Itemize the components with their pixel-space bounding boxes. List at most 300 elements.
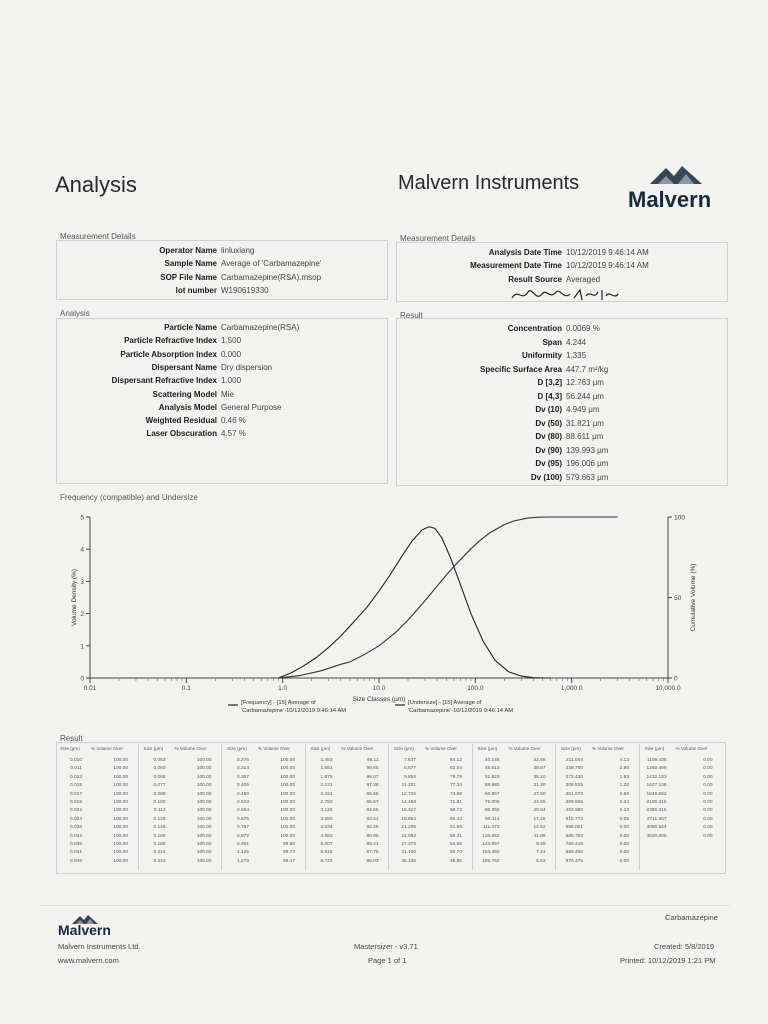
table-cell-size: 0.460: [236, 791, 249, 797]
table-cell-volume: 97.38: [366, 783, 379, 789]
table-cell-volume: 0.00: [703, 791, 713, 797]
table-cell-size: 163.490: [482, 850, 500, 856]
kv-value: Mie: [221, 389, 234, 399]
kv-key: Laser Obscuration: [146, 429, 217, 439]
table-cell-volume: 100.00: [196, 858, 212, 864]
y-left-tick-label: 0: [80, 675, 84, 683]
table-cell-volume: 27.60: [533, 791, 546, 797]
y-left-tick-label: 1: [80, 643, 84, 651]
table-cell-size: 399.555: [565, 800, 583, 805]
table-cell-volume: 0.00: [619, 842, 629, 847]
table-cell-size: 0.036: [69, 842, 82, 847]
footer-page-number: Page 1 of 1: [368, 956, 407, 965]
table-cell-size: 515.772: [565, 816, 583, 822]
table-cell-volume: 0.00: [703, 783, 713, 789]
table-cell-volume: 90.90: [366, 833, 379, 839]
table-column-divider: [639, 744, 640, 870]
kv-value: 447.7 m²/kg: [566, 364, 609, 374]
table-cell-volume: 98.65: [366, 766, 379, 772]
table-cell-volume: 84.12: [449, 758, 462, 763]
table-cell-size: 665.793: [565, 833, 583, 839]
kv-value: 139.993 μm: [566, 445, 609, 455]
table-cell-volume: 50.70: [449, 850, 462, 856]
table-header-size: Size (μm): [227, 746, 247, 751]
table-header-volume: % Volume Over: [174, 746, 207, 751]
table-cell-volume: 20.64: [533, 808, 546, 814]
table-cell-volume: 0.00: [703, 825, 713, 831]
table-cell-size: 1432.133: [646, 774, 667, 780]
footer-created: Created: 5/8/2019: [654, 942, 715, 951]
table-column-divider: [555, 744, 556, 870]
y2-axis-label: Cumulative Volume (%): [690, 563, 697, 632]
table-cell-volume: 100.00: [113, 783, 128, 789]
kv-value: 4.244: [566, 337, 587, 347]
legend-label: [Frequency] - [15] Average of: [241, 700, 316, 706]
table-cell-size: 3.125: [320, 808, 333, 814]
kv-key: Span: [542, 337, 562, 347]
table-cell-volume: 7.41: [536, 850, 546, 856]
table-cell-volume: 100.00: [280, 774, 295, 780]
undersize-series-line: [278, 517, 617, 678]
table-cell-size: 0.060: [153, 766, 166, 772]
table-cell-size: 0.146: [153, 825, 166, 831]
chart-section-label: Frequency (compatible) and Undersize: [60, 493, 198, 502]
table-cell-size: 0.188: [153, 842, 166, 847]
table-cell-volume: 0.00: [703, 766, 713, 772]
table-cell-volume: 0.00: [703, 758, 713, 763]
table-cell-volume: 46.80: [449, 858, 462, 864]
kv-key: Dv (100): [530, 472, 562, 482]
table-cell-volume: 58.31: [449, 833, 462, 839]
table-cell-volume: 54.55: [449, 842, 462, 847]
table-cell-volume: 4.13: [619, 758, 629, 763]
kv-value: 4.949 μm: [566, 405, 600, 414]
table-cell-size: 0.011: [70, 766, 82, 772]
table-cell-size: 2.421: [320, 791, 333, 797]
table-cell-volume: 98.07: [366, 774, 379, 780]
table-cell-size: 21.205: [401, 825, 416, 831]
table-column-divider: [305, 744, 306, 870]
kv-value: 1.000: [221, 376, 242, 386]
table-cell-volume: 0.00: [619, 833, 629, 839]
y-right-tick-label: 0: [674, 675, 678, 683]
table-header-volume: % Volume Over: [425, 746, 457, 751]
table-cell-volume: 100.00: [196, 842, 212, 847]
table-cell-size: 3080.544: [646, 825, 667, 831]
table-cell-size: 5.916: [320, 850, 333, 856]
table-cell-size: 4.583: [320, 833, 333, 839]
table-cell-volume: 100.00: [113, 774, 128, 780]
table-cell-size: 0.053: [153, 758, 166, 763]
table-cell-size: 0.128: [153, 816, 166, 822]
kv-key: Specific Surface Area: [480, 364, 562, 374]
table-cell-size: 86.355: [484, 808, 500, 814]
table-cell-size: 211.044: [566, 758, 583, 763]
table-cell-volume: 100.00: [280, 816, 295, 822]
table-cell-size: 0.046: [69, 858, 82, 864]
table-cell-size: 4.034: [320, 825, 333, 831]
table-cell-volume: 0.00: [619, 825, 629, 831]
table-cell-size: 11.201: [401, 783, 416, 789]
x-tick-label: 100.0: [467, 685, 484, 692]
table-cell-volume: 100.00: [196, 766, 212, 772]
table-cell-size: 27.373: [401, 842, 416, 847]
table-cell-volume: 100.00: [280, 791, 295, 797]
table-cell-size: 0.077: [153, 783, 166, 789]
table-cell-size: 185.752: [482, 858, 500, 864]
table-cell-size: 0.113: [153, 808, 166, 814]
table-cell-size: 12.726: [401, 791, 416, 797]
table-cell-size: 66.897: [484, 791, 500, 797]
kv-key: Sample Name: [164, 259, 217, 269]
table-cell-volume: 14.52: [533, 825, 546, 831]
kv-key: Weighted Residual: [145, 416, 217, 426]
table-cell-size: 111.473: [482, 825, 500, 831]
table-cell-volume: 0.68: [619, 791, 629, 797]
table-header-size: Size (μm): [477, 746, 498, 751]
table-cell-size: 126.652: [482, 833, 500, 839]
table-cell-size: 35.335: [401, 858, 416, 864]
table-cell-volume: 100.00: [196, 783, 212, 789]
table-cell-size: 1.125: [236, 850, 249, 856]
kv-value: 1.335: [566, 351, 587, 360]
table-cell-size: 6.722: [320, 858, 333, 864]
kv-value: 10/12/2019 9:46:14 AM: [566, 261, 649, 271]
table-cell-size: 0.357: [236, 774, 249, 780]
table-column-divider: [472, 744, 473, 870]
table-cell-size: 143.897: [482, 842, 500, 847]
table-cell-size: 5.207: [320, 842, 333, 847]
table-cell-size: 58.880: [484, 783, 500, 789]
table-cell-size: 31.100: [401, 850, 416, 856]
table-cell-volume: 77.34: [449, 783, 462, 789]
table-cell-size: 272.430: [565, 774, 583, 780]
table-cell-volume: 82.04: [449, 766, 462, 772]
table-cell-size: 40.146: [484, 758, 500, 763]
measurement-details-right-label: Measurement Details: [400, 234, 476, 243]
table-cell-volume: 100.00: [280, 800, 295, 805]
table-cell-volume: 100.00: [113, 766, 128, 772]
table-cell-size: 0.088: [153, 791, 166, 797]
table-cell-volume: 100.00: [196, 850, 212, 856]
kv-key: Measurement Date Time: [470, 261, 562, 271]
table-cell-volume: 35.10: [533, 774, 546, 780]
table-cell-size: 98.114: [485, 816, 500, 822]
kv-value: 56.244 μm: [566, 391, 604, 401]
footer-printed: Printed: 10/12/2019 1:21 PM: [620, 956, 716, 965]
table-cell-volume: 100.00: [280, 758, 295, 763]
kv-value: 1.500: [221, 336, 242, 346]
table-cell-volume: 100.00: [280, 825, 295, 831]
table-cell-size: 0.013: [69, 774, 82, 780]
x-tick-label: 10.0: [372, 685, 386, 692]
table-cell-volume: 0.34: [619, 800, 629, 805]
kv-value: 4.57 %: [221, 429, 246, 439]
table-cell-size: 0.594: [236, 808, 249, 814]
table-cell-volume: 86.03: [366, 858, 379, 864]
company-name: Malvern Instruments: [398, 172, 580, 194]
table-cell-size: 1.453: [320, 758, 333, 763]
kv-key: Analysis Model: [158, 402, 217, 412]
table-header-volume: % Volume Over: [675, 746, 708, 751]
table-cell-volume: 0.13: [619, 808, 629, 814]
table-header-volume: % Volume Over: [592, 746, 624, 751]
table-cell-volume: 100.00: [113, 858, 128, 864]
table-cell-volume: 100.00: [113, 758, 128, 763]
y-left-tick-label: 5: [80, 514, 84, 522]
table-cell-size: 9.858: [403, 774, 416, 780]
table-cell-size: 1848.692: [646, 791, 667, 797]
x-tick-label: 0.1: [181, 685, 191, 692]
table-header-volume: % Volume Over: [508, 746, 541, 751]
footer-software: Mastersizer - v3.71: [354, 942, 418, 951]
kv-value: linluxiang: [221, 246, 255, 255]
kv-key: D [3,2]: [537, 378, 562, 387]
kv-key: Dv (80): [535, 432, 562, 441]
table-cell-size: 0.214: [153, 850, 166, 856]
table-cell-volume: 100.00: [113, 791, 128, 797]
table-cell-size: 51.823: [484, 774, 500, 780]
table-cell-size: 2.131: [320, 783, 333, 789]
table-cell-size: 0.022: [69, 808, 82, 814]
table-cell-size: 3.550: [320, 816, 333, 822]
table-cell-volume: 100.00: [113, 808, 128, 814]
table-cell-size: 1627.136: [646, 783, 667, 789]
y-left-tick-label: 4: [80, 546, 84, 554]
table-cell-size: 0.243: [153, 858, 166, 864]
kv-key: Dispersant Name: [151, 362, 217, 372]
kv-value: W190619330: [221, 285, 269, 295]
table-cell-volume: 100.00: [196, 808, 212, 814]
kv-value: 31.821 μm: [566, 418, 604, 428]
table-cell-volume: 1.20: [619, 783, 629, 789]
table-cell-size: 0.314: [236, 766, 249, 772]
table-cell-size: 2386.415: [646, 808, 667, 814]
y-axis-label: Volume Density (%): [71, 568, 78, 627]
table-header-volume: % Volume Over: [91, 746, 123, 751]
kv-key: Dv (95): [535, 459, 562, 468]
table-cell-size: 1.279: [236, 858, 249, 864]
table-cell-volume: 9.49: [536, 842, 546, 847]
y-left-tick-label: 3: [80, 578, 84, 586]
kv-value: 88.611 μm: [566, 432, 604, 441]
table-cell-size: 586.001: [565, 825, 583, 831]
table-cell-volume: 24.06: [533, 800, 546, 805]
kv-key: Concentration: [507, 324, 562, 333]
table-cell-volume: 0.00: [619, 858, 629, 864]
table-cell-volume: 100.00: [113, 816, 128, 822]
table-header-size: Size (μm): [60, 746, 80, 751]
table-cell-size: 16.427: [401, 808, 416, 814]
table-cell-volume: 100.00: [280, 808, 295, 814]
table-cell-volume: 38.97: [533, 766, 546, 772]
table-cell-size: 0.068: [153, 774, 166, 780]
table-cell-volume: 65.43: [449, 816, 462, 822]
table-cell-volume: 0.00: [703, 774, 713, 780]
table-cell-volume: 100.00: [113, 850, 128, 856]
footer-company: Malvern Instruments Ltd.: [58, 942, 141, 951]
table-cell-volume: 89.41: [366, 842, 379, 847]
table-cell-volume: 100.00: [196, 800, 212, 805]
table-cell-size: 7.637: [403, 758, 416, 763]
table-cell-volume: 99.90: [282, 842, 295, 847]
result-summary-label: Result: [400, 311, 423, 320]
legend-label-line2: 'Carbamazepine'-10/12/2019 9:46:14 AM: [408, 708, 514, 714]
kv-key: Particle Name: [164, 323, 217, 332]
kv-key: SOP File Name: [160, 272, 217, 282]
table-cell-volume: 0.00: [703, 800, 713, 805]
y-left-tick-label: 2: [80, 611, 84, 619]
table-cell-size: 351.670: [565, 791, 583, 797]
table-column-divider: [388, 744, 389, 870]
table-cell-volume: 31.30: [533, 783, 546, 789]
logo-text: Malvern: [628, 187, 712, 212]
table-cell-size: 0.100: [153, 800, 166, 805]
kv-key: D [4,3]: [537, 391, 562, 401]
table-cell-size: 453.960: [565, 808, 583, 814]
kv-value: 0.000: [221, 349, 242, 359]
table-cell-size: 0.872: [236, 833, 249, 839]
table-cell-volume: 100.00: [280, 833, 295, 839]
kv-key: lot number: [175, 285, 217, 295]
kv-value: Carbamazepine(RSA).msop: [221, 272, 322, 282]
table-cell-size: 309.525: [565, 783, 583, 789]
table-cell-volume: 100.00: [196, 825, 212, 831]
analysis-label: Analysis: [60, 309, 90, 318]
x-axis-label: Size Classes (μm): [352, 696, 406, 703]
table-cell-size: 0.032: [69, 833, 82, 839]
table-cell-size: 0.523: [236, 800, 249, 805]
kv-key: Dv (50): [535, 418, 562, 428]
table-cell-volume: 100.00: [196, 758, 212, 763]
table-cell-volume: 93.51: [366, 816, 379, 822]
table-cell-volume: 100.00: [113, 800, 128, 805]
table-cell-size: 0.017: [69, 791, 82, 797]
frequency-series-line: [278, 527, 550, 678]
table-cell-size: 0.991: [236, 842, 249, 847]
kv-key: Dispersant Refractive Index: [111, 376, 217, 386]
table-cell-volume: 100.00: [113, 833, 128, 839]
table-cell-size: 2711.357: [646, 816, 667, 822]
table-cell-size: 1.875: [320, 774, 333, 780]
x-tick-label: 0.01: [83, 685, 97, 692]
table-cell-size: 0.028: [69, 825, 82, 831]
table-header-size: Size (μm): [561, 746, 581, 751]
table-cell-size: 0.024: [69, 816, 82, 822]
measurement-details-label: Measurement Details: [60, 232, 136, 241]
x-tick-label: 1,000.0: [560, 685, 583, 692]
table-header-size: Size (μm): [310, 746, 331, 751]
x-tick-label: 1.0: [278, 685, 288, 692]
x-tick-label: 10,000.0: [655, 685, 681, 692]
table-cell-size: 14.458: [401, 800, 416, 805]
table-cell-size: 0.010: [69, 758, 82, 763]
table-cell-volume: 95.67: [366, 800, 379, 805]
kv-value: Carbamazepine(RSA): [221, 323, 300, 332]
kv-value: General Purpose: [221, 402, 282, 412]
table-cell-volume: 0.05: [619, 816, 629, 822]
table-column-divider: [138, 744, 139, 870]
y-right-tick-label: 50: [674, 595, 682, 602]
kv-value: 10/12/2019 9:46:14 AM: [566, 248, 649, 257]
page-title: Analysis: [55, 172, 137, 197]
footer-logo-text: Malvern: [58, 922, 111, 938]
table-cell-volume: 0.00: [703, 833, 713, 839]
table-cell-size: 76.006: [484, 800, 500, 805]
table-cell-size: 976.475: [565, 858, 583, 864]
kv-key: Uniformity: [522, 351, 562, 360]
kv-key: Particle Absorption Index: [120, 349, 217, 359]
table-header-volume: % Volume Over: [258, 746, 290, 751]
table-cell-volume: 100.00: [196, 774, 212, 780]
table-cell-size: 0.015: [69, 783, 82, 789]
table-cell-volume: 79.79: [449, 774, 462, 780]
table-header-size: Size (μm): [394, 746, 414, 751]
table-cell-volume: 61.95: [449, 825, 462, 831]
kv-key: Operator Name: [159, 246, 217, 255]
table-cell-size: 239.780: [565, 766, 583, 772]
result-table-label: Result: [60, 734, 83, 743]
table-cell-volume: 100.00: [280, 783, 295, 789]
table-cell-size: 0.675: [236, 816, 249, 822]
table-cell-volume: 100.00: [113, 825, 128, 831]
table-cell-size: 0.019: [69, 800, 82, 805]
table-cell-size: 0.405: [236, 783, 249, 789]
table-cell-size: 18.664: [401, 816, 416, 822]
table-cell-volume: 1.93: [619, 774, 629, 780]
table-cell-volume: 11.86: [533, 833, 546, 839]
kv-value: 579.663 μm: [566, 472, 609, 482]
table-cell-size: 1109.435: [646, 758, 667, 763]
table-cell-volume: 0.00: [703, 816, 713, 822]
kv-value: 12.763 μm: [566, 378, 604, 387]
table-cell-size: 1.651: [320, 766, 333, 772]
table-header-size: Size (μm): [143, 746, 164, 751]
table-header-size: Size (μm): [644, 746, 665, 751]
kv-key: Result Source: [508, 274, 562, 284]
table-cell-volume: 87.79: [366, 850, 379, 856]
kv-key: Particle Refractive Index: [124, 336, 217, 346]
y-right-tick-label: 100: [674, 514, 685, 522]
table-cell-volume: 5.63: [536, 858, 546, 864]
table-cell-size: 756.449: [565, 842, 583, 847]
table-cell-size: 3500.000: [646, 833, 667, 839]
table-cell-volume: 2.90: [619, 766, 629, 772]
table-cell-size: 8.677: [403, 766, 416, 772]
table-cell-volume: 100.00: [113, 842, 128, 847]
table-cell-volume: 99.73: [282, 850, 295, 856]
table-cell-size: 24.092: [401, 833, 416, 839]
kv-value: 196.006 μm: [566, 459, 609, 468]
table-header-volume: % Volume Over: [341, 746, 374, 751]
table-cell-volume: 74.68: [449, 791, 462, 797]
footer-sample: Carbamazepine: [665, 913, 718, 922]
table-cell-size: 0.041: [69, 850, 82, 856]
table-cell-size: 0.276: [236, 758, 249, 763]
kv-key: Analysis Date Time: [488, 248, 562, 257]
table-cell-volume: 71.81: [449, 800, 462, 805]
kv-value: Average of 'Carbamazepine': [221, 259, 322, 269]
kv-key: Dv (90): [535, 445, 562, 455]
kv-value: 0.0069 %: [566, 324, 600, 333]
table-cell-volume: 99.47: [282, 858, 295, 864]
table-cell-volume: 100.00: [196, 833, 212, 839]
table-cell-volume: 94.65: [366, 808, 379, 814]
table-cell-size: 45.613: [484, 766, 500, 772]
footer-url[interactable]: www.malvern.com: [58, 956, 119, 965]
table-column-divider: [221, 744, 222, 870]
kv-key: Dv (10): [535, 405, 562, 414]
